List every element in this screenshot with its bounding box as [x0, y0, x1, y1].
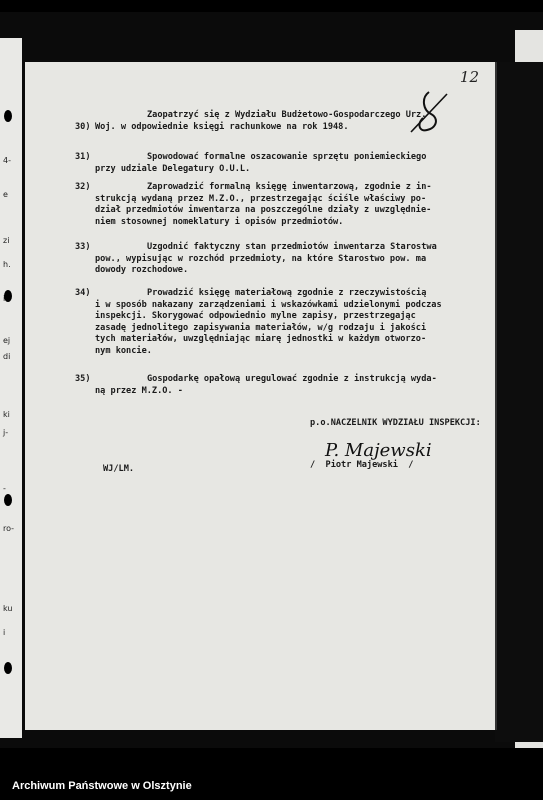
item-number: 34) — [75, 288, 91, 298]
text-line: zasadę jednolitego zapisywania materiałów, w/g rodzaju i jakości — [95, 322, 427, 333]
margin-fragment: e — [3, 190, 8, 199]
reference-initials: WJ/LM. — [103, 464, 135, 474]
text-line: ną przez M.Z.O. - — [95, 385, 183, 396]
item-31 — [95, 152, 485, 175]
text-line: przy udziale Delegatury O.U.L. — [95, 163, 251, 174]
signature-title: p.o.NACZELNIK WYDZIAŁU INSPEKCJI: — [310, 418, 481, 428]
text-line: dowody rozchodowe. — [95, 265, 189, 276]
page-number: 12 — [459, 68, 479, 86]
text-line: niem stosownej nomeklatury i opisów przedmiotów. — [95, 216, 344, 227]
intro-paragraph — [147, 110, 537, 122]
item-number: 33) — [75, 242, 91, 252]
item-number: 35) — [75, 374, 91, 384]
margin-fragment: zi — [3, 236, 10, 245]
margin-fragment: di — [3, 352, 11, 361]
punch-hole — [4, 494, 12, 506]
text-line: i w sposób nakazany zarządzeniami i wskazówkami udzielonymi podczas — [95, 299, 442, 310]
archive-footer — [0, 748, 543, 800]
item-34 — [95, 288, 485, 358]
archive-name: Archiwum Państwowe w Olsztynie — [12, 780, 192, 792]
text-line: nym koncie. — [95, 345, 152, 356]
text-line: Zaopatrzyć się z Wydziału Budżetowo-Gospodarczego Urz. — [147, 110, 427, 120]
punch-hole — [4, 662, 12, 674]
punch-hole — [4, 290, 12, 302]
film-top-border — [0, 0, 543, 12]
margin-fragment: ki — [3, 410, 10, 419]
text-line: pow., wypisując w rozchód przedmioty, na które Starostwo pow. ma — [95, 253, 427, 264]
handwritten-signature: P. Majewski — [325, 440, 432, 461]
text-line: Spowodować formalne oszacowanie sprzętu poniemieckiego — [147, 152, 427, 162]
document-page — [25, 62, 497, 730]
text-line: Woj. w odpowiednie księgi rachunkowe na rok 1948. — [95, 122, 349, 132]
margin-fragment: h. — [3, 260, 11, 269]
margin-fragment: j- — [3, 428, 9, 437]
text-line: tych materiałów, uwzględniając miarę jednostki w każdym otworzo- — [95, 334, 427, 345]
item-number: 32) — [75, 182, 91, 192]
item-35 — [95, 374, 485, 397]
text-line: dział przedmiotów inwentarza na poszczególne działy z uwzględnie- — [95, 205, 432, 216]
item-number: 30) — [75, 122, 91, 132]
margin-fragment: 4- — [3, 156, 11, 165]
signatory-name: / Piotr Majewski / — [310, 460, 414, 470]
text-line: Prowadzić księgę materiałową zgodnie z rzeczywistością — [147, 288, 427, 298]
punch-hole — [4, 110, 12, 122]
margin-fragment: i — [3, 628, 6, 637]
margin-fragment: ej — [3, 336, 11, 345]
text-line: Gospodarkę opałową uregulować zgodnie z instrukcją wyda- — [147, 374, 437, 384]
item-32 — [95, 182, 485, 228]
margin-fragment: ro- — [3, 524, 15, 533]
margin-fragment: ku — [3, 604, 13, 613]
item-33 — [95, 242, 485, 277]
margin-fragment: - — [3, 484, 6, 493]
intro-paragraph-cont — [95, 122, 485, 134]
item-number: 31) — [75, 152, 91, 162]
text-line: Zaprowadzić formalną księgę inwentarzową, zgodnie z in- — [147, 182, 432, 192]
film-shadow-right — [495, 62, 543, 742]
text-line: strukcją wydaną przez M.Z.O., przestrzegając ściśle właściwy po- — [95, 193, 427, 204]
text-line: Uzgodnić faktyczny stan przedmiotów inwentarza Starostwa — [147, 242, 437, 252]
text-line: inspekcji. Skorygować odpowiednio mylne zapisy, przestrzegając — [95, 311, 416, 322]
adjacent-page-strip — [0, 38, 22, 738]
